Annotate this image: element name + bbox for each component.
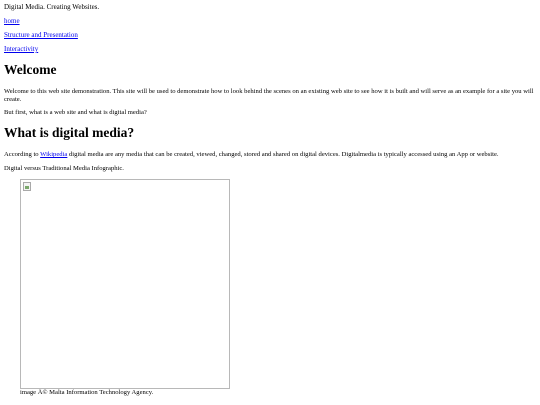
nav-link-interactivity[interactable]: Interactivity (4, 45, 39, 53)
broken-image-icon (23, 182, 31, 191)
nav-link-home[interactable]: home (4, 17, 20, 25)
infographic-figure (20, 179, 230, 397)
image-caption: image Â© Malta Information Technology Agency. (20, 389, 154, 396)
site-tagline: Digital Media. Creating Websites. (4, 3, 100, 11)
digital-media-definition (4, 151, 536, 159)
digital-media-heading: What is digital media? (4, 125, 135, 140)
welcome-heading: Welcome (4, 62, 57, 77)
wikipedia-link[interactable]: Wikipedia (40, 151, 68, 158)
nav-link-structure-and-presentation[interactable]: Structure and Presentation (4, 31, 78, 39)
infographic-label: Digital versus Traditional Media Infographic. (4, 165, 124, 172)
infographic-image (20, 179, 230, 389)
welcome-question-text: But first, what is a web site and what is digital media? (4, 109, 147, 116)
welcome-intro-text: Welcome to this web site demonstration. This site will be used to demonstrate how to look behind the scenes on an existing web site to see how it is built and will serve as an example for a site you will create. (4, 88, 534, 103)
definition-prefix: According to (4, 151, 41, 158)
definition-rest: digital media are any media that can be created, viewed, changed, stored and shared on digital devices. Digitalmedia is typically accessed using an App or website. (67, 151, 499, 158)
